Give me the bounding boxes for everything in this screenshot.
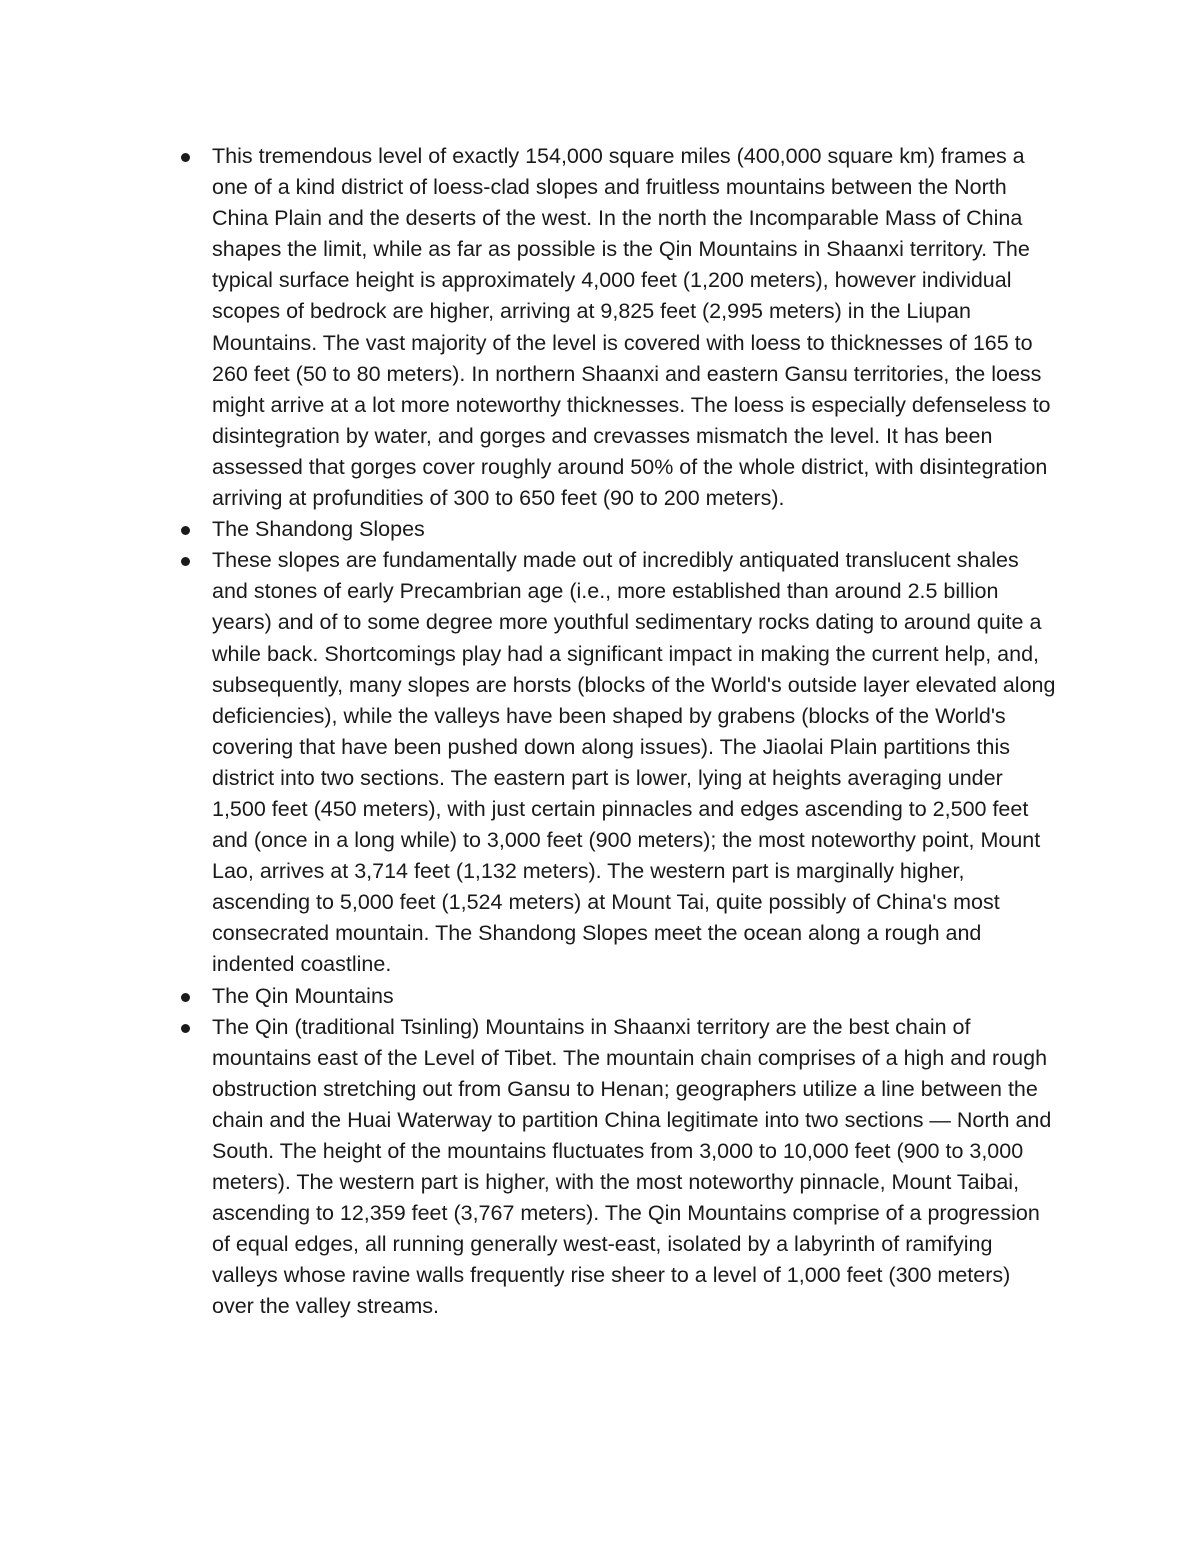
bullet-icon <box>181 557 190 566</box>
bullet-text: The Qin (traditional Tsinling) Mountains in Shaanxi territory are the best chain of mountains east of the Level of Tibet. The mountain chain comprises of a high and rough obstruction stretching out from Gansu to Henan; geographers utilize a line between the chain and the Huai Waterway to partition China legitimate into two sections — North and South. The height of the mountains fluctuates from 3,000 to 10,000 feet (900 to 3,000 meters). The western part is higher, with the most noteworthy pinnacle, Mount Taibai, ascending to 12,359 feet (3,767 meters). The Qin Mountains comprise of a progression of equal edges, all running generally west-east, isolated by a labyrinth of ramifying valleys whose ravine walls frequently rise sheer to a level of 1,000 feet (300 meters) over the valley streams. <box>212 1014 1052 1319</box>
bullet-item-shandong-body <box>176 545 1056 980</box>
bullet-icon <box>181 153 190 162</box>
bullet-text: The Qin Mountains <box>212 983 394 1008</box>
bullet-list <box>176 141 1056 1323</box>
bullet-text: This tremendous level of exactly 154,000 square miles (400,000 square km) frames a one of a kind district of loess-clad slopes and fruitless mountains between the North China Plain and the deserts of the west. In the north the Incomparable Mass of China shapes the limit, while as far as possible is the Qin Mountains in Shaanxi territory. The typical surface height is approximately 4,000 feet (1,200 meters), however individual scopes of bedrock are higher, arriving at 9,825 feet (2,995 meters) in the Liupan Mountains. The vast majority of the level is covered with loess to thicknesses of 165 to 260 feet (50 to 80 meters). In northern Shaanxi and eastern Gansu territories, the loess might arrive at a lot more noteworthy thicknesses. The loess is especially defenseless to disintegration by water, and gorges and crevasses mismatch the level. It has been assessed that gorges cover roughly around 50% of the whole district, with disintegration arriving at profundities of 300 to 650 feet (90 to 200 meters). <box>212 144 1051 511</box>
bullet-item-qin-heading <box>176 981 1056 1012</box>
bullet-text: These slopes are fundamentally made out of incredibly antiquated translucent shales and stones of early Precambrian age (i.e., more established than around 2.5 billion years) and of to some degree more youthful sedimentary rocks dating to around quite a while back. Shortcomings play had a significant impact in making the current help, and, subsequently, many slopes are horsts (blocks of the World's outside layer elevated along deficiencies), while the valleys have been shaped by grabens (blocks of the World's covering that have been pushed down along issues). The Jiaolai Plain partitions this district into two sections. The eastern part is lower, lying at heights averaging under 1,500 feet (450 meters), with just certain pinnacles and edges ascending to 2,500 feet and (once in a long while) to 3,000 feet (900 meters); the most noteworthy point, Mount Lao, arrives at 3,714 feet (1,132 meters). The western part is marginally higher, ascending to 5,000 feet (1,524 meters) at Mount Tai, quite possibly of China's most consecrated mountain. The Shandong Slopes meet the ocean along a rough and indented coastline. <box>212 548 1056 977</box>
bullet-text: The Shandong Slopes <box>212 517 425 542</box>
bullet-item-qin-body <box>176 1012 1056 1323</box>
bullet-icon <box>181 1024 190 1033</box>
bullet-item-loess-plateau <box>176 141 1056 514</box>
bullet-icon <box>181 993 190 1002</box>
bullet-item-shandong-heading <box>176 514 1056 545</box>
bullet-icon <box>181 526 190 535</box>
